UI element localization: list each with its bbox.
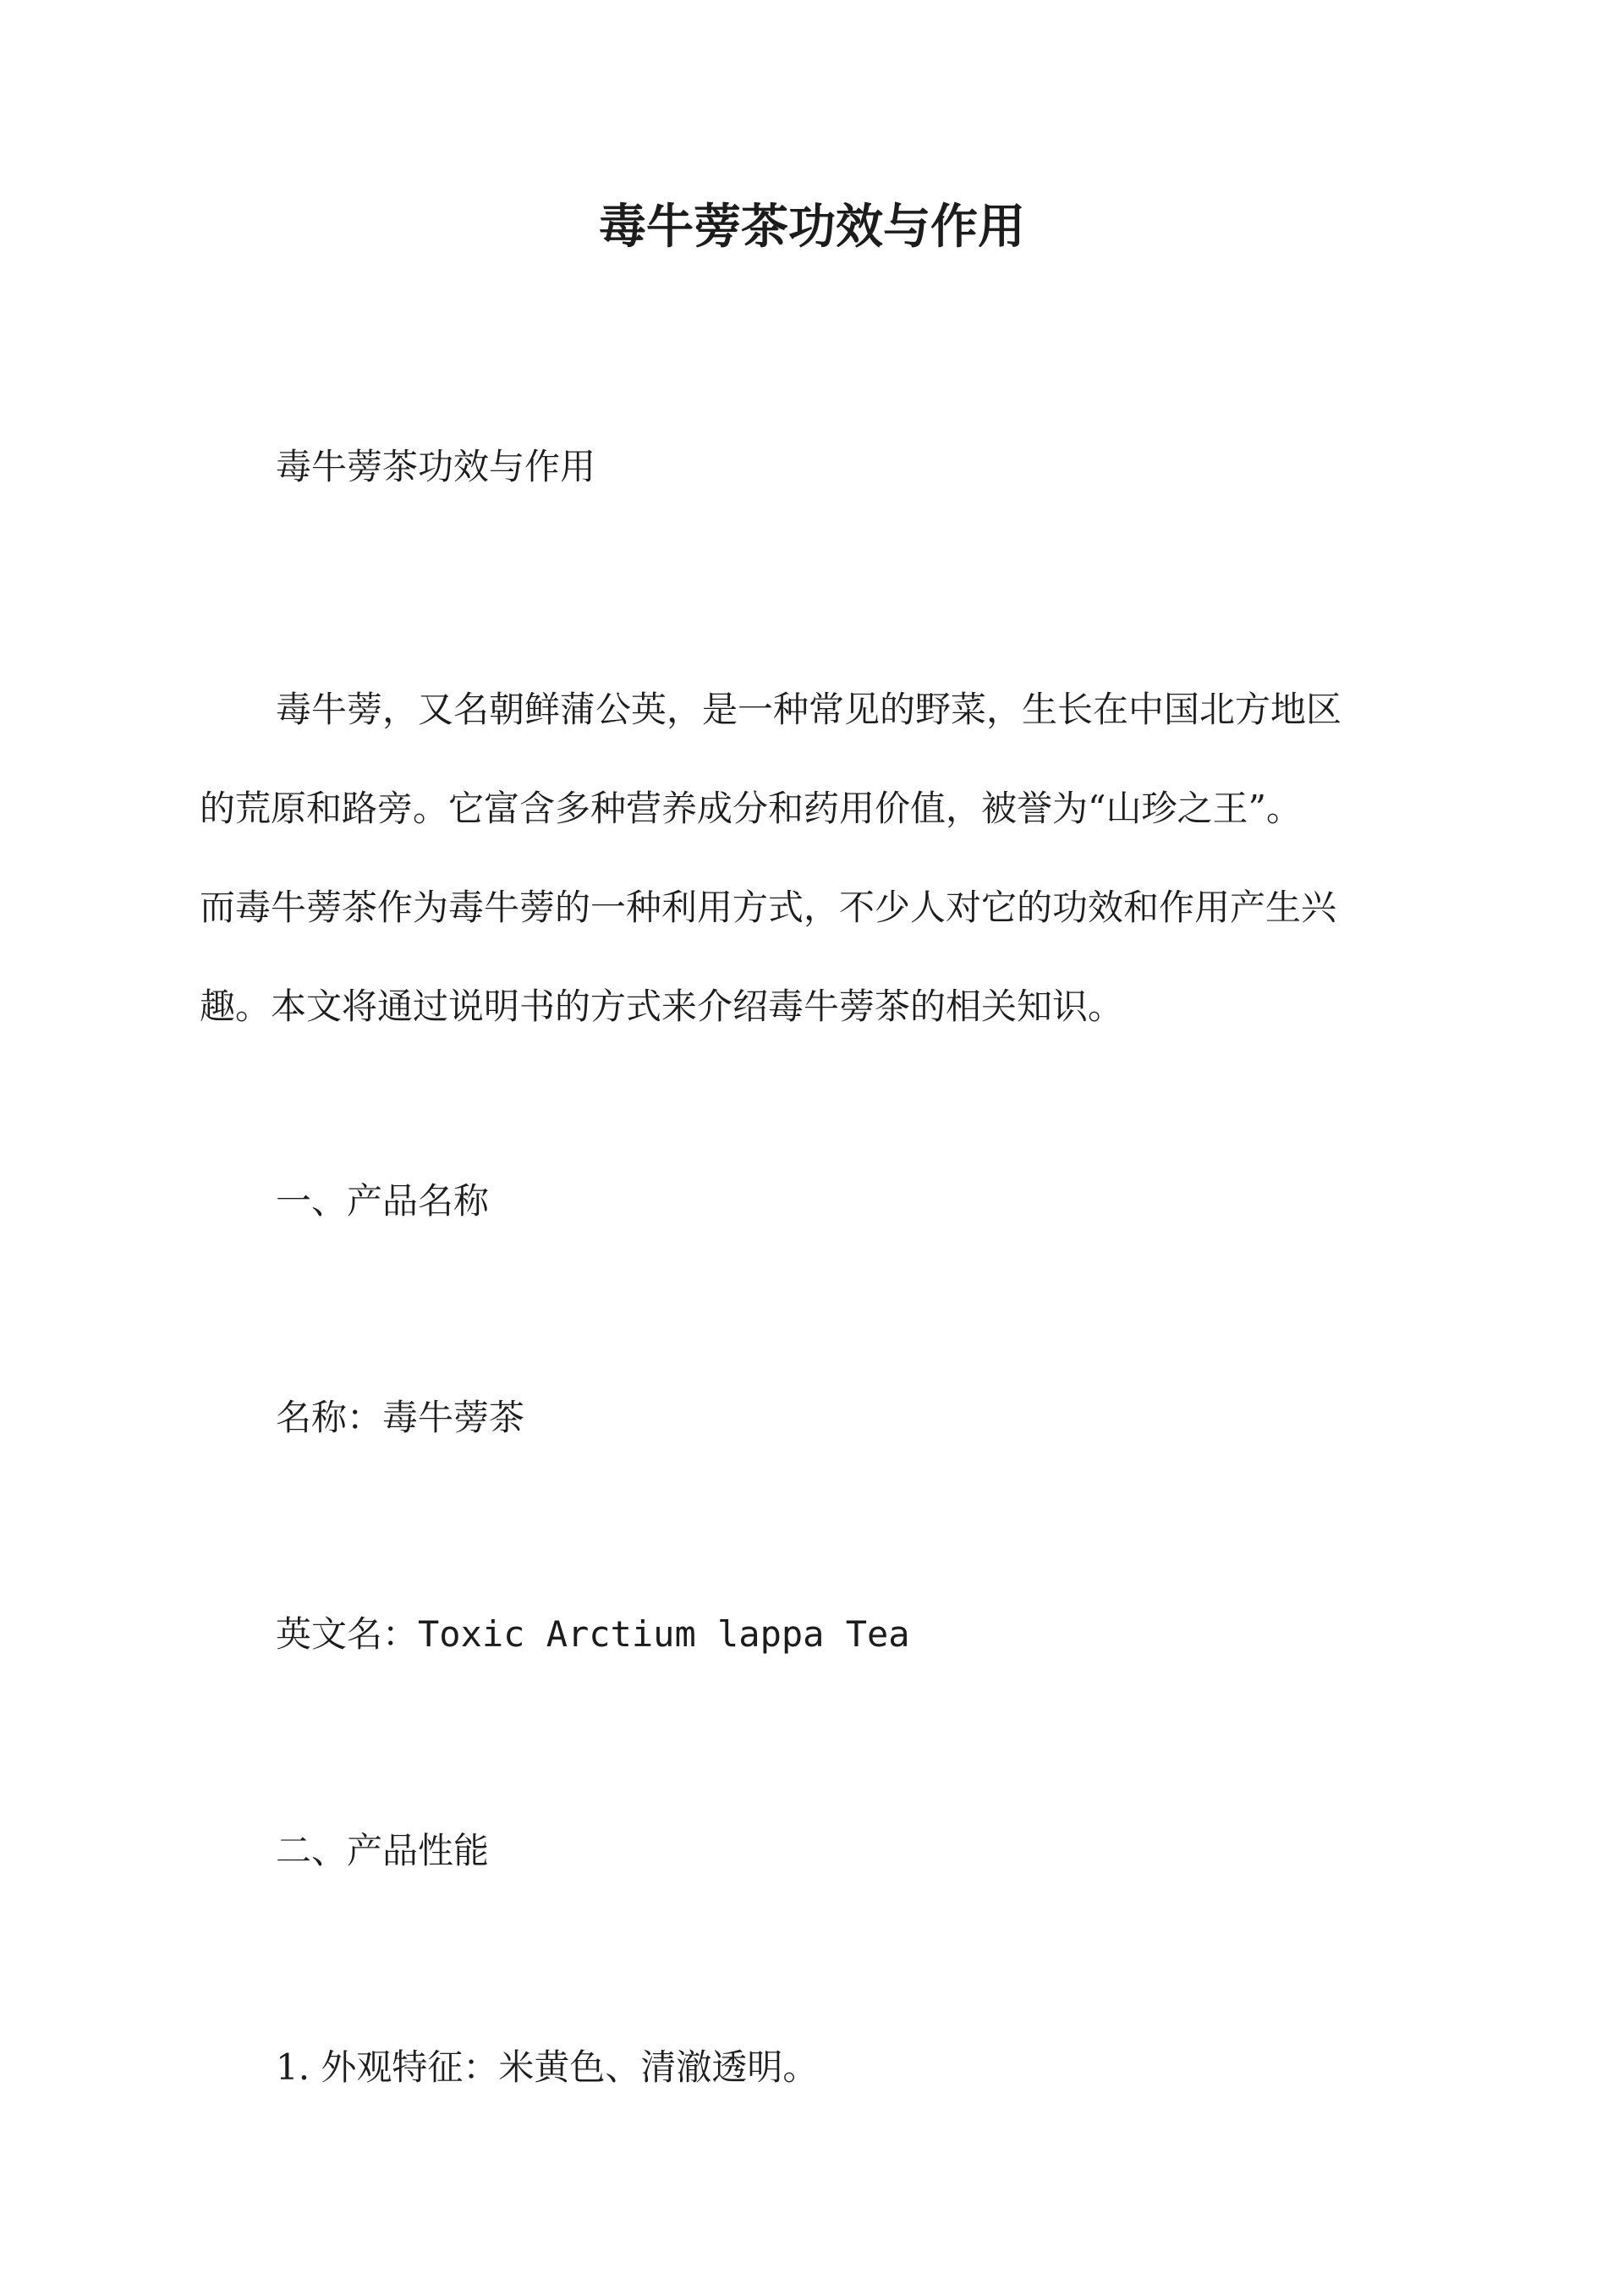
english-name-value: Toxic Arctium lappa Tea — [418, 1613, 910, 1655]
english-name-label: 英文名： — [276, 1613, 419, 1655]
document-title: 毒牛蒡茶功效与作用 — [599, 199, 1025, 255]
product-name-line: 名称：毒牛蒡茶 — [276, 1397, 525, 1438]
intro-line: 趣。本文将通过说明书的方式来介绍毒牛蒡茶的相关知识。 — [200, 986, 1124, 1027]
english-name-line — [276, 1609, 910, 1660]
appearance-item: 1. 外观特征：米黄色、清澈透明。 — [276, 2046, 819, 2088]
section-heading-product-performance: 二、产品性能 — [276, 1830, 490, 1871]
document-subtitle: 毒牛蒡茶功效与作用 — [276, 446, 596, 487]
intro-line: 而毒牛蒡茶作为毒牛蒡的一种利用方式，不少人对它的功效和作用产生兴 — [200, 887, 1337, 928]
intro-paragraph — [200, 660, 1435, 1056]
section-heading-product-name: 一、产品名称 — [276, 1180, 490, 1222]
intro-line: 毒牛蒡，又名朝鲜蒲公英，是一种常见的野菜，生长在中国北方地区 — [276, 689, 1342, 730]
intro-line: 的荒原和路旁。它富含多种营养成分和药用价值，被誉为“山珍之王”。 — [200, 788, 1302, 829]
